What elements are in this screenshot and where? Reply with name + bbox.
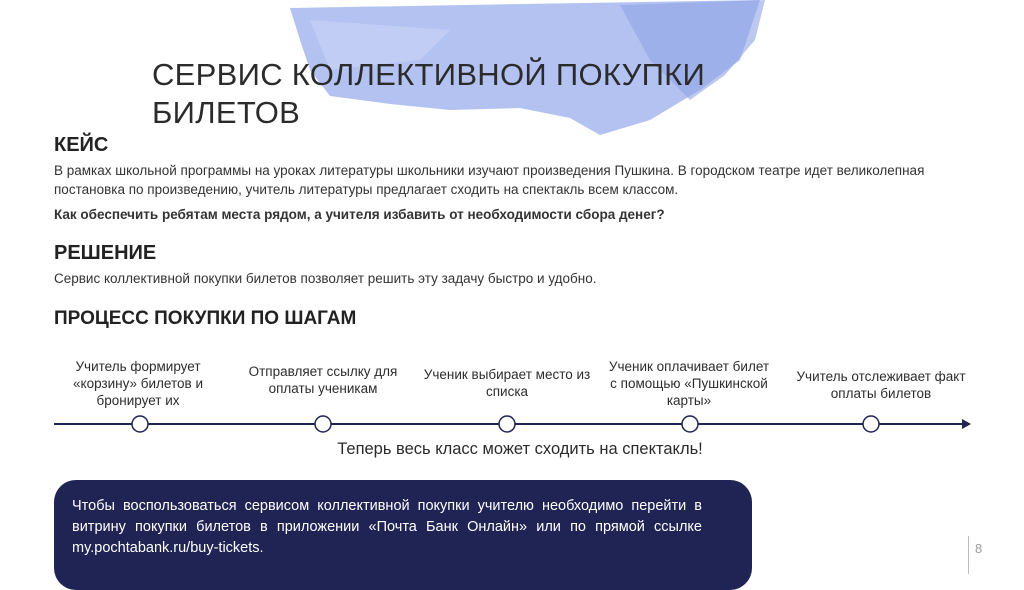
page-number: 8 — [975, 541, 983, 556]
case-question: Как обеспечить ребятам места рядом, а учителя избавить от необходимости сбора денег? — [54, 207, 665, 222]
step-5: Учитель отслеживает факт оплаты билетов — [796, 369, 966, 401]
process-timeline — [0, 410, 1024, 440]
timeline-arrow-icon — [962, 419, 971, 429]
timeline-node-4 — [682, 416, 698, 432]
timeline-node-1 — [132, 416, 148, 432]
case-heading: КЕЙС — [54, 134, 109, 156]
timeline-node-5 — [863, 416, 879, 432]
step-1: Учитель формирует «корзину» билетов и бронирует их — [73, 359, 203, 408]
callout-text: Чтобы воспользоваться сервисом коллективной покупки учителю необходимо перейти в витрину покупки билетов в приложении «Почта Банк Онлайн» или по прямой ссылке my.pochtabank.ru/buy-tickets. — [72, 498, 702, 556]
solution-text: Сервис коллективной покупки билетов позволяет решить эту задачу быстро и удобно. — [54, 271, 597, 286]
tagline: Теперь весь класс может сходить на спектакль! — [337, 440, 703, 458]
page-number-divider — [968, 536, 969, 574]
page-title-line-1: СЕРВИС КОЛЛЕКТИВНОЙ ПОКУПКИ — [152, 57, 706, 92]
case-text: В рамках школьной программы на уроках литературы школьники изучают произведения Пушкина. В городском театре идет великолепная постановка по произведению, учитель литературы предлагает сходить на спектакль всем классом. — [54, 163, 925, 197]
step-4: Ученик оплачивает билет с помощью «Пушкинской карты» — [608, 359, 770, 408]
timeline-node-3 — [499, 416, 515, 432]
step-2: Отправляет ссылку для оплаты ученикам — [248, 364, 398, 396]
page-title-line-2: БИЛЕТОВ — [152, 95, 301, 130]
solution-heading: РЕШЕНИЕ — [54, 242, 157, 264]
step-3: Ученик выбирает место из списка — [423, 367, 591, 399]
page-title — [152, 56, 792, 132]
timeline-node-2 — [315, 416, 331, 432]
process-heading: ПРОЦЕСС ПОКУПКИ ПО ШАГАМ — [54, 308, 357, 329]
